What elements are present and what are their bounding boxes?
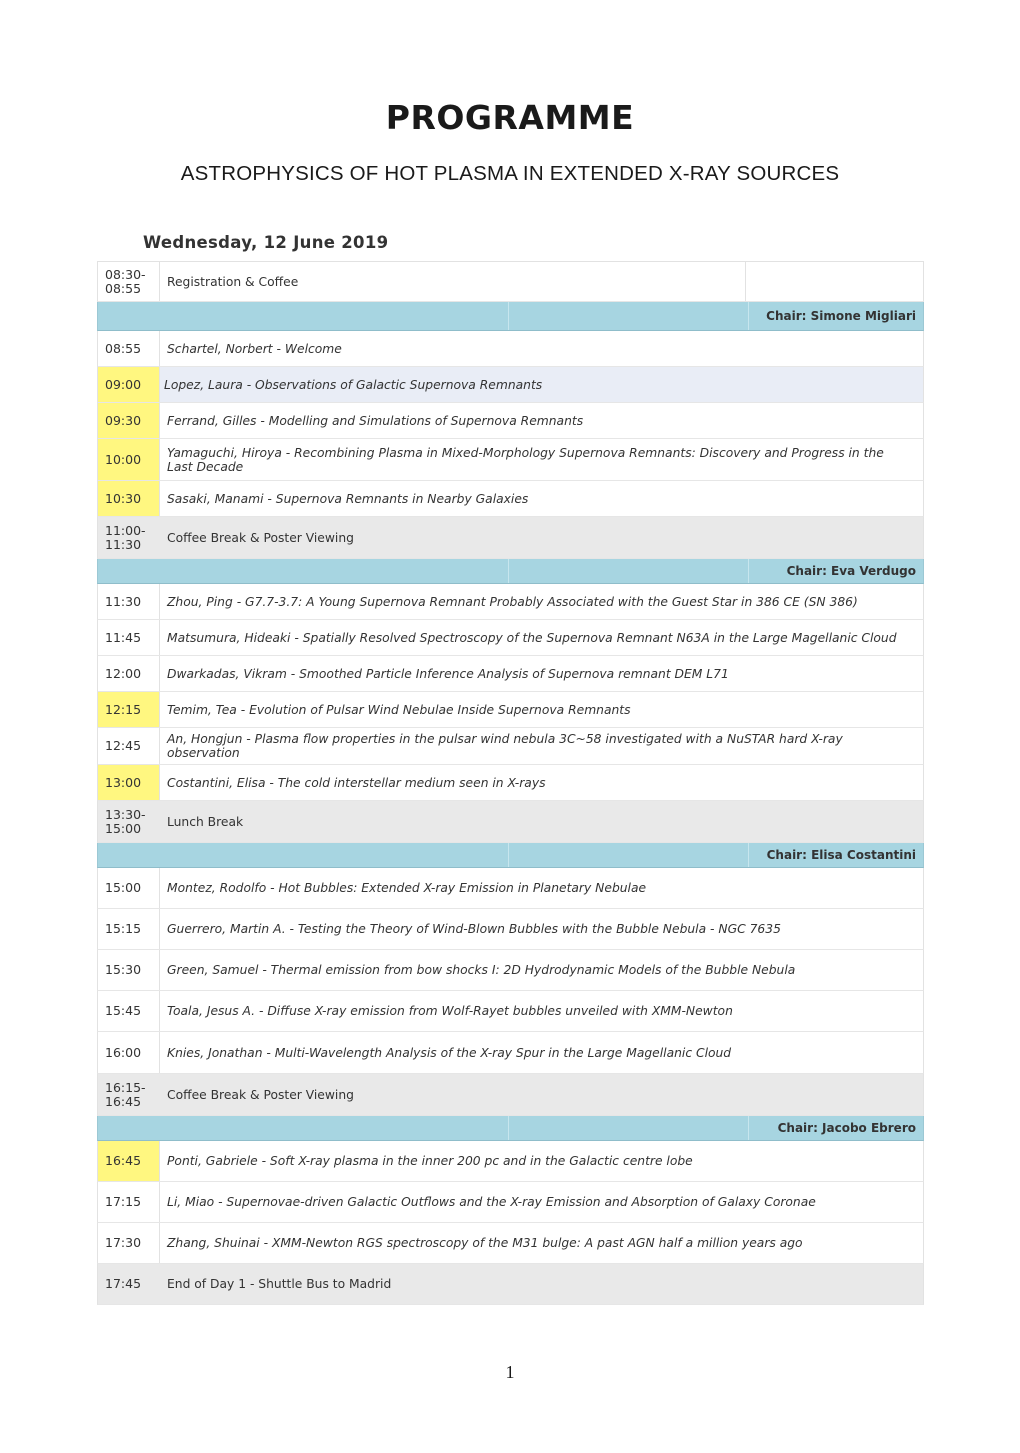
session-row [97,367,924,403]
session-time: 15:45 [98,991,160,1031]
session-time: 12:45 [98,728,160,764]
chair-cell-blank [509,843,749,867]
session-time: 17:30 [98,1223,160,1263]
session-time: 17:45 [98,1264,160,1304]
session-time: 12:15 [98,692,160,727]
session-row [97,1182,924,1223]
session-row [97,620,924,656]
session-title: Yamaguchi, Hiroya - Recombining Plasma in Mixed-Morphology Supernova Remnants: Discovery and Progress in the Last Decade [167,445,884,474]
session-time: 13:30- 15:00 [98,801,160,842]
session-title: Registration & Coffee [167,274,299,289]
session-time: 13:00 [98,765,160,800]
break-row [97,1264,924,1305]
session-row [97,1141,924,1182]
chair-label: Chair: Eva Verdugo [786,564,916,578]
schedule-table [97,261,924,1305]
day-heading: Wednesday, 12 June 2019 [143,233,389,252]
break-row [97,1074,924,1116]
session-time: 12:00 [98,656,160,691]
session-time: 11:45 [98,620,160,655]
session-title: Lunch Break [167,814,244,829]
session-row [97,692,924,728]
session-row [97,331,924,367]
chair-label: Chair: Simone Migliari [766,309,916,323]
chair-cell-blank [98,843,509,867]
break-row [97,517,924,559]
session-title: Schartel, Norbert - Welcome [167,341,342,356]
session-time: 09:00 [98,367,160,402]
page-number: 1 [505,1362,515,1382]
session-title: Toala, Jesus A. - Diffuse X-ray emission from Wolf-Rayet bubbles unveiled with XMM-Newton [167,1004,733,1018]
session-row [97,584,924,620]
session-time: 16:00 [98,1032,160,1073]
chair-cell-blank [98,1116,509,1140]
session-row [97,481,924,517]
session-row [97,1223,924,1264]
session-time: 15:00 [98,868,160,908]
session-title: Costantini, Elisa - The cold interstellar medium seen in X-rays [167,775,546,790]
session-title: End of Day 1 - Shuttle Bus to Madrid [167,1277,392,1291]
session-time: 17:15 [98,1182,160,1222]
session-time: 16:15- 16:45 [98,1074,160,1115]
session-row [97,403,924,439]
session-time: 11:00- 11:30 [98,517,160,558]
session-row [97,656,924,692]
chair-cell-blank [98,302,509,330]
session-time: 08:55 [98,331,160,366]
session-title: Ponti, Gabriele - Soft X-ray plasma in the inner 200 pc and in the Galactic centre lobe [167,1154,693,1168]
chair-row [97,843,924,868]
session-time: 11:30 [98,584,160,619]
chair-row [97,1116,924,1141]
session-row [97,1032,924,1074]
chair-cell-blank [98,559,509,583]
chair-cell-blank [509,302,749,330]
session-title: Zhang, Shuinai - XMM-Newton RGS spectroscopy of the M31 bulge: A past AGN half a million years ago [167,1236,803,1250]
session-title: Knies, Jonathan - Multi-Wavelength Analysis of the X-ray Spur in the Large Magellanic Cloud [167,1045,732,1060]
page-subtitle: ASTROPHYSICS OF HOT PLASMA IN EXTENDED X-RAY SOURCES [180,162,840,185]
session-row [97,728,924,765]
session-row [97,950,924,991]
session-row [97,868,924,909]
session-time: 10:00 [98,439,160,480]
blank-cell [745,262,923,301]
session-title: Ferrand, Gilles - Modelling and Simulations of Supernova Remnants [167,413,584,428]
session-title: Temim, Tea - Evolution of Pulsar Wind Nebulae Inside Supernova Remnants [167,702,631,717]
session-title: Lopez, Laura - Observations of Galactic Supernova Remnants [160,367,923,402]
chair-row [97,559,924,584]
session-title: Zhou, Ping - G7.7-3.7: A Young Supernova Remnant Probably Associated with the Guest Star in 386 CE (SN 386) [167,594,858,609]
session-time: 10:30 [98,481,160,516]
registration-row [97,261,924,302]
session-time: 15:30 [98,950,160,990]
session-title: Dwarkadas, Vikram - Smoothed Particle Inference Analysis of Supernova remnant DEM L71 [167,666,729,681]
session-time: 15:15 [98,909,160,949]
session-title: An, Hongjun - Plasma flow properties in the pulsar wind nebula 3C~58 investigated with a NuSTAR hard X-ray observation [167,732,843,760]
session-time: 08:30- 08:55 [98,262,160,301]
session-title: Coffee Break & Poster Viewing [167,1087,354,1102]
session-time: 16:45 [98,1141,160,1181]
chair-label: Chair: Jacobo Ebrero [777,1121,916,1135]
break-row [97,801,924,843]
chair-cell-blank [509,1116,749,1140]
chair-row [97,302,924,331]
chair-cell-blank [509,559,749,583]
chair-label: Chair: Elisa Costantini [766,848,916,862]
session-title: Coffee Break & Poster Viewing [167,530,354,545]
session-title: Montez, Rodolfo - Hot Bubbles: Extended X-ray Emission in Planetary Nebulae [167,881,647,895]
session-title: Green, Samuel - Thermal emission from bow shocks I: 2D Hydrodynamic Models of the Bubble Nebula [167,963,796,977]
page-title: PROGRAMME [385,98,635,137]
session-row [97,991,924,1032]
session-time: 09:30 [98,403,160,438]
session-title: Sasaki, Manami - Supernova Remnants in Nearby Galaxies [167,491,529,506]
session-title: Li, Miao - Supernovae-driven Galactic Outflows and the X-ray Emission and Absorption of Galaxy Coronae [167,1195,816,1209]
session-title: Guerrero, Martin A. - Testing the Theory of Wind-Blown Bubbles with the Bubble Nebula - NGC 7635 [167,922,781,936]
session-row [97,439,924,481]
session-row [97,765,924,801]
session-title: Matsumura, Hideaki - Spatially Resolved Spectroscopy of the Supernova Remnant N63A in the Large Magellanic Cloud [167,630,897,645]
session-row [97,909,924,950]
